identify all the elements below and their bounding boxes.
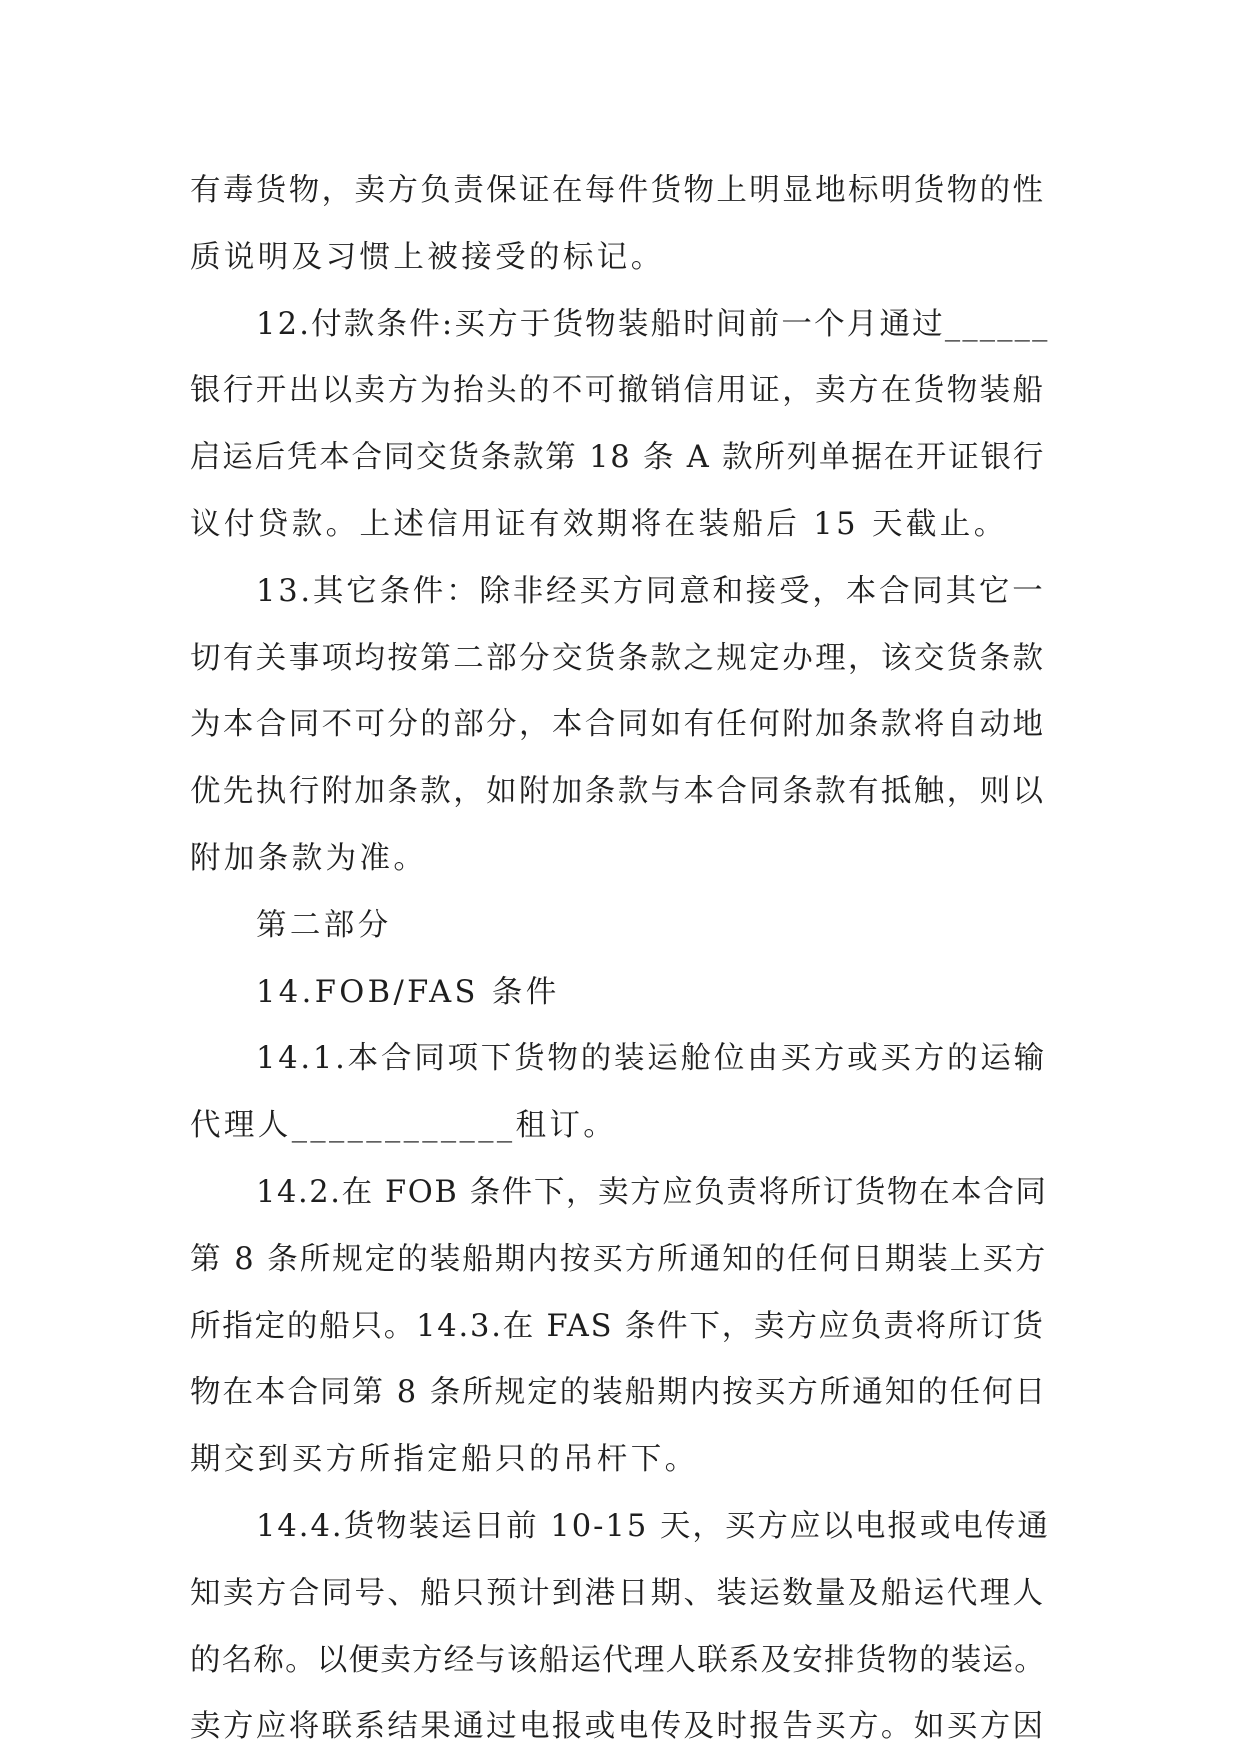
text-line: 卖方应将联系结果通过电报或电传及时报告买方。如买方因 [190, 1709, 1046, 1745]
text-line: 期交到买方所指定船只的吊杆下。 [190, 1442, 699, 1478]
text-line: 启运后凭本合同交货条款第 18 条 A 款所列单据在开证银行 [190, 440, 1046, 476]
text-line: 为本合同不可分的部分，本合同如有任何附加条款将自动地 [190, 707, 1046, 743]
text-line: 14.4.货物装运日前 10-15 天，买方应以电报或电传通 [256, 1508, 1050, 1544]
text-line: 的名称。以便卖方经与该船运代理人联系及安排货物的装运。 [190, 1642, 1046, 1678]
text-line: 议付贷款。上述信用证有效期将在装船后 15 天截止。 [190, 506, 1008, 542]
text-line: 附加条款为准。 [190, 840, 428, 876]
text-line: 物在本合同第 8 条所规定的装船期内按买方所通知的任何日 [190, 1375, 1048, 1411]
text-line: 有毒货物，卖方负责保证在每件货物上明显地标明货物的性 [190, 173, 1046, 208]
text-line: 知卖方合同号、船只预计到港日期、装运数量及船运代理人 [190, 1575, 1046, 1611]
text-line: 质说明及习惯上被接受的标记。 [190, 239, 665, 275]
text-line: 切有关事项均按第二部分交货条款之规定办理，该交货条款 [190, 640, 1046, 676]
text-line: 第 8 条所规定的装船期内按买方所通知的任何日期装上买方 [190, 1241, 1048, 1277]
text-line: 第二部分 [256, 907, 392, 943]
text-line: 代理人____________租订。 [190, 1108, 618, 1144]
text-line: 14.FOB/FAS 条件 [256, 974, 560, 1010]
text-line: 所指定的船只。14.3.在 FAS 条件下，卖方应负责将所订货 [190, 1308, 1045, 1344]
text-line: 13.其它条件：除非经买方同意和接受，本合同其它一 [256, 573, 1046, 609]
document-body [190, 158, 1050, 1761]
text-line: 12.付款条件:买方于货物装船时间前一个月通过______ [256, 306, 1050, 342]
text-line: 14.2.在 FOB 条件下，卖方应负责将所订货物在本合同 [256, 1174, 1048, 1210]
text-line: 优先执行附加条款，如附加条款与本合同条款有抵触，则以 [190, 774, 1046, 810]
text-line: 14.1.本合同项下货物的装运舱位由买方或买方的运输 [256, 1041, 1047, 1077]
text-line: 银行开出以卖方为抬头的不可撤销信用证，卖方在货物装船 [190, 373, 1046, 409]
